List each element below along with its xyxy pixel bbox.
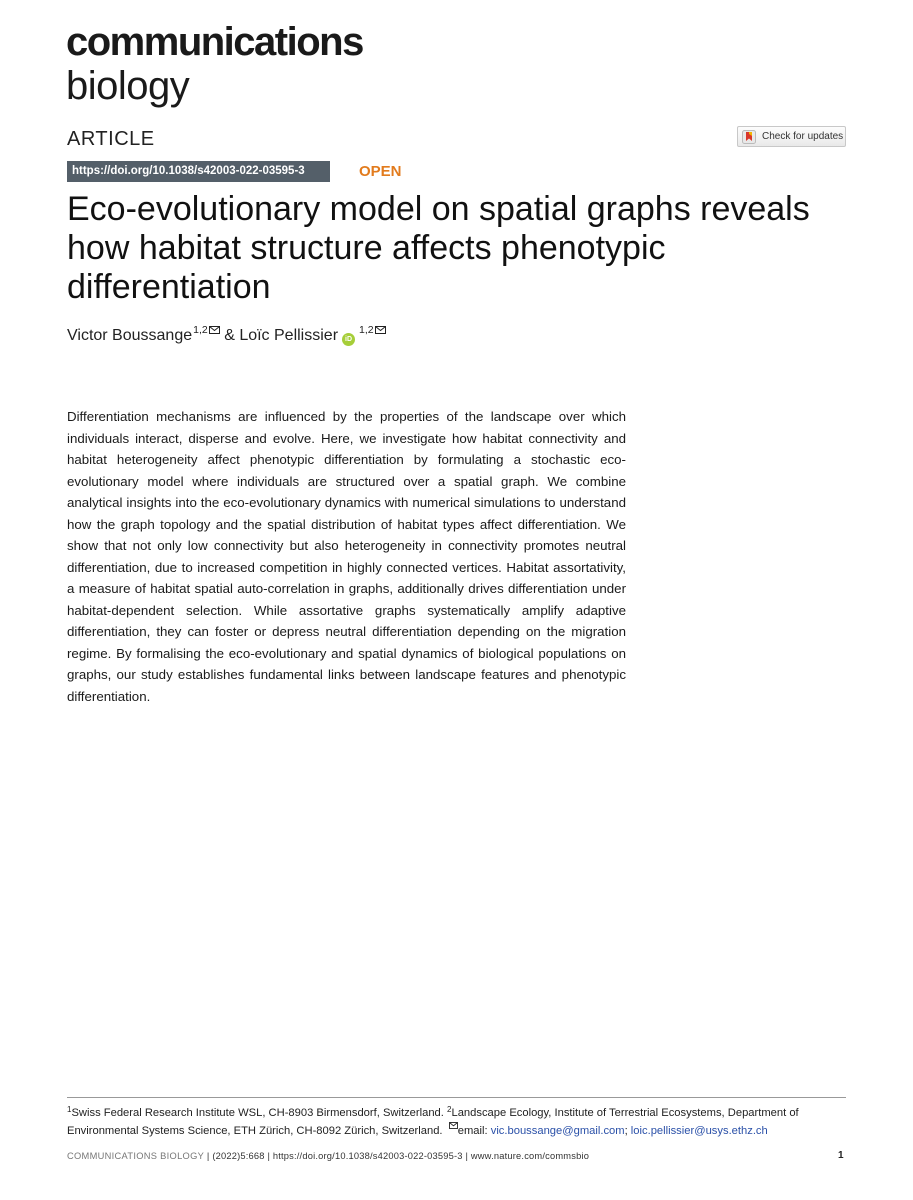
author-list [67,324,386,346]
article-title: Eco-evolutionary model on spatial graphs reveals how habitat structure affects phenotypic differentiation [67,190,810,306]
envelope-icon[interactable] [375,326,386,334]
affiliation-marker: 2 [447,1105,452,1114]
page-number: 1 [838,1150,844,1161]
affiliation-text: Landscape Ecology, Institute of Terrestrial Ecosystems, Department of Environmental Systems Science, ETH Zürich, CH-8092 Zürich, Switzerland. [67,1107,799,1137]
author-separator: & [224,327,235,344]
email-separator: ; [624,1125,628,1137]
footer-divider [67,1097,846,1098]
journal-logo-line2: biology [66,64,190,108]
open-access-label: OPEN [359,163,402,180]
running-footer [67,1151,589,1161]
email-link[interactable]: vic.boussange@gmail.com [490,1125,625,1137]
affiliations [67,1101,846,1140]
affiliation-marker: 1 [67,1105,72,1114]
author-name[interactable]: Loïc Pellissier [239,327,339,344]
author-name[interactable]: Victor Boussange [67,327,193,344]
email-label: email: [457,1125,488,1137]
orcid-icon[interactable]: iD [342,333,355,346]
journal-logo-line1: communications [66,20,363,64]
doi-link[interactable]: https://doi.org/10.1038/s42003-022-03595-3 [67,161,330,182]
envelope-icon[interactable] [209,326,220,334]
footer-journal-name: COMMUNICATIONS BIOLOGY [67,1151,205,1161]
check-for-updates-label: Check for updates [762,131,844,142]
affiliation-text: Swiss Federal Research Institute WSL, CH-8903 Birmensdorf, Switzerland. [71,1107,444,1119]
author-affiliation-marker: 1,2 [359,324,374,336]
article-type-label: ARTICLE [67,128,155,150]
envelope-icon [449,1122,458,1129]
author-affiliation-marker: 1,2 [193,324,208,336]
email-link[interactable]: loic.pellissier@usys.ethz.ch [630,1125,768,1137]
check-for-updates-button[interactable] [737,126,846,147]
footer-citation: | (2022)5:668 | https://doi.org/10.1038/s42003-022-03595-3 | www.nature.com/commsbio [206,1151,590,1161]
abstract: Differentiation mechanisms are influenced by the properties of the landscape over which individuals interact, disperse and evolve. Here, we investigate how habitat connectivity and habitat heterogeneity affect phenotypic differentiation by formulating a stochastic eco-evolutionary model where individuals are structured over a spatial graph. We combine analytical insights into the eco-evolutionary dynamics with numerical simulations to understand how the graph topology and the spatial distribution of habitat types affect differentiation. We show that not only low connectivity but also heterogeneity in connectivity promotes neutral differentiation, due to increased competition in highly connected vertices. Habitat assortativity, a measure of habitat spatial auto-correlation in graphs, additionally drives differentiation under habitat-dependent selection. While assortative graphs systematically amplify adaptive differentiation, they can foster or depress neutral differentiation depending on the migration regime. By formalising the eco-evolutionary and spatial dynamics of biological populations on graphs, our study establishes fundamental links between landscape features and phenotypic differentiation. [67,409,626,704]
crossmark-icon [742,130,756,144]
